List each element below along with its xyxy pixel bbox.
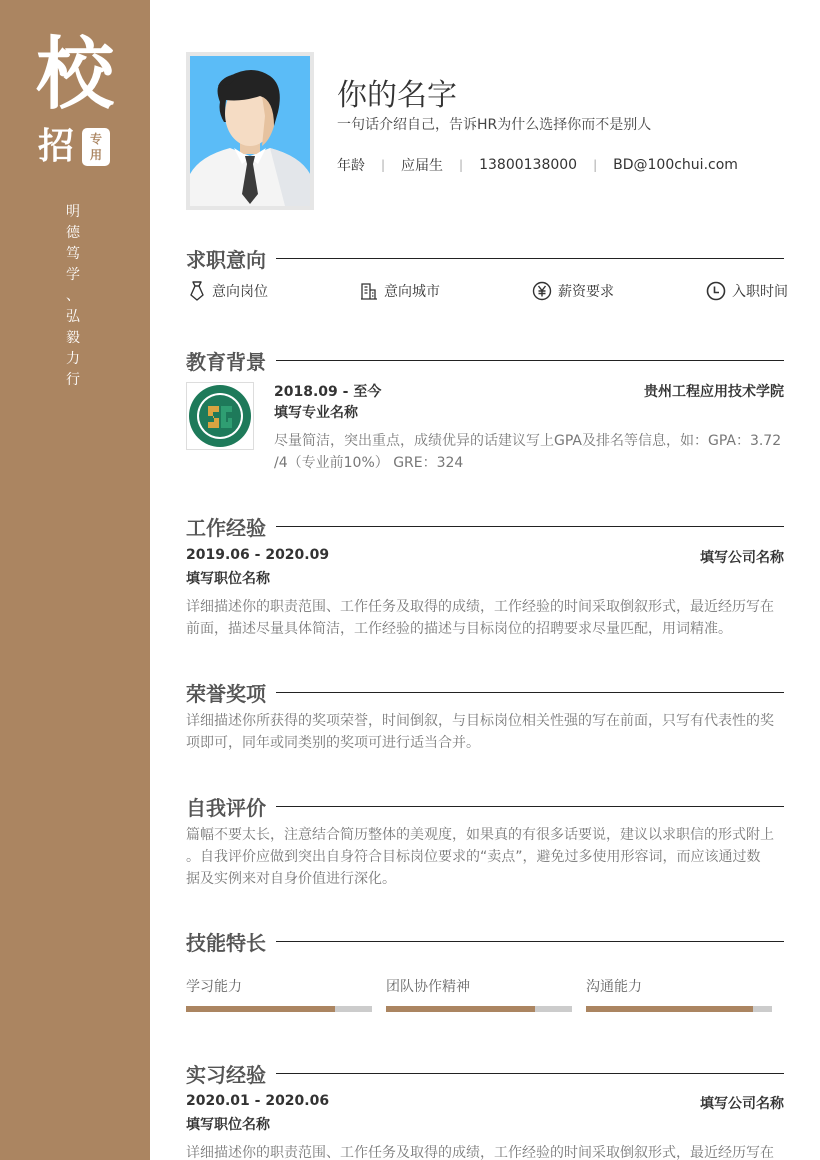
work-position: 填写职位名称 [186, 571, 270, 587]
sidebar-title-char: 校 [36, 29, 115, 120]
education-description [274, 430, 789, 474]
motto-char: 德 [66, 225, 80, 241]
section-header-education [186, 346, 784, 375]
intent-start-date [706, 281, 788, 301]
section-title: 工作经验 [186, 516, 266, 540]
section-header-work [186, 512, 784, 541]
skill-progress-fill [586, 1006, 753, 1012]
intent-label: 意向城市 [384, 284, 440, 300]
candidate-name: 你的名字 [337, 78, 457, 113]
motto-char: 弘 [66, 309, 80, 325]
motto-char: 、 [66, 288, 80, 304]
skill-progress-bar [186, 1006, 372, 1012]
skill-item [386, 976, 572, 996]
section-divider [276, 360, 784, 361]
skill-progress-bar [586, 1006, 772, 1012]
profile-photo[interactable] [186, 52, 314, 210]
intent-label: 意向岗位 [212, 284, 268, 300]
intent-city [360, 281, 440, 301]
skill-progress-fill [386, 1006, 535, 1012]
contact-info [337, 155, 738, 175]
desc-line: 项即可，同年或同类别的奖项可进行适当合并。 [186, 735, 480, 751]
age-field: 年龄 [337, 158, 365, 174]
desc-line: 详细描述你的职责范围、工作任务及取得的成绩，工作经验的时间采取倒叙形式，最近经历写在 [186, 599, 774, 615]
motto-char: 明 [66, 204, 80, 220]
tie-icon [188, 281, 206, 301]
motto-char: 力 [66, 351, 80, 367]
clock-icon [706, 281, 726, 301]
section-header-intent [186, 244, 784, 273]
sidebar [0, 0, 150, 1160]
desc-line: 。自我评价应做到突出自身符合目标岗位要求的“卖点”，避免过多使用形容词，而应该通过数 [186, 849, 761, 865]
section-divider [276, 941, 784, 942]
status-field: 应届生 [401, 158, 444, 174]
badge-char: 专 [89, 132, 102, 146]
self-eval-description [186, 824, 786, 890]
internship-period: 2020.01 - 2020.06 [186, 1093, 330, 1109]
honors-description [186, 710, 786, 754]
skill-label: 学习能力 [186, 979, 242, 995]
section-title: 实习经验 [186, 1063, 266, 1087]
motto-char: 毅 [66, 330, 80, 346]
building-icon [360, 282, 378, 300]
desc-line: 详细描述你的职责范围、工作任务及取得的成绩，工作经验的时间采取倒叙形式，最近经历写在 [186, 1145, 774, 1160]
desc-line: 前面，描述尽量具体简洁，工作经验的描述与目标岗位的招聘要求尽量匹配，用词精准。 [186, 621, 732, 637]
major-name: 填写专业名称 [274, 405, 358, 421]
school-name: 贵州工程应用技术学院 [644, 384, 784, 400]
email-field: BD@100chui.com [613, 157, 738, 173]
section-divider [276, 258, 784, 259]
section-title: 荣誉奖项 [186, 682, 266, 706]
phone-field: 13800138000 [479, 157, 578, 173]
desc-line: 据及实例来对自身价值进行深化。 [186, 871, 396, 887]
badge-char: 用 [89, 148, 102, 162]
section-title: 求职意向 [186, 248, 266, 272]
motto-char: 笃 [66, 246, 80, 262]
skill-label: 沟通能力 [586, 979, 642, 995]
sidebar-motto [64, 202, 82, 391]
section-title: 自我评价 [186, 796, 266, 820]
desc-line: 篇幅不要太长，注意结合简历整体的美观度，如果真的有很多话要说，建议以求职信的形式附上 [186, 827, 774, 843]
skill-progress-fill [186, 1006, 335, 1012]
section-divider [276, 806, 784, 807]
section-header-honors [186, 678, 784, 707]
section-divider [276, 1073, 784, 1074]
job-intent-row [188, 281, 788, 301]
skill-progress-bar [386, 1006, 572, 1012]
sidebar-subtitle-char: 招 [38, 125, 75, 167]
desc-line: /4（专业前10%） GRE：324 [274, 455, 464, 471]
intent-salary [532, 281, 614, 301]
internship-company: 填写公司名称 [700, 1096, 784, 1112]
separator: | [459, 158, 464, 172]
intent-label: 薪资要求 [558, 284, 614, 300]
avatar [190, 56, 310, 206]
intent-label: 入职时间 [732, 284, 788, 300]
work-company: 填写公司名称 [700, 550, 784, 566]
yen-icon [532, 281, 552, 301]
section-header-internship [186, 1059, 784, 1088]
desc-line: 尽量简洁，突出重点，成绩优异的话建议写上GPA及排名等信息，如：GPA：3.72 [274, 433, 782, 449]
desc-line: 详细描述你所获得的奖项荣誉，时间倒叙，与目标岗位相关性强的写在前面，只写有代表性的奖 [186, 713, 774, 729]
work-description [186, 596, 786, 640]
motto-char: 学 [66, 267, 80, 283]
internship-position: 填写职位名称 [186, 1117, 270, 1133]
internship-description [186, 1142, 786, 1160]
work-period: 2019.06 - 2020.09 [186, 547, 330, 563]
section-divider [276, 692, 784, 693]
section-title: 教育背景 [186, 350, 266, 374]
skill-label: 团队协作精神 [386, 979, 470, 995]
skill-item [586, 976, 772, 996]
special-badge [82, 128, 110, 166]
education-period: 2018.09 - 至今 [274, 384, 382, 400]
section-header-self-eval [186, 792, 784, 821]
section-title: 技能特长 [186, 931, 266, 955]
section-divider [276, 526, 784, 527]
intent-position [188, 281, 268, 301]
section-header-skills [186, 927, 784, 956]
motto-char: 行 [66, 372, 80, 388]
separator: | [381, 158, 386, 172]
candidate-intro: 一句话介绍自己，告诉HR为什么选择你而不是别人 [337, 117, 652, 133]
separator: | [593, 158, 598, 172]
skill-item [186, 976, 372, 996]
school-logo [186, 382, 254, 450]
